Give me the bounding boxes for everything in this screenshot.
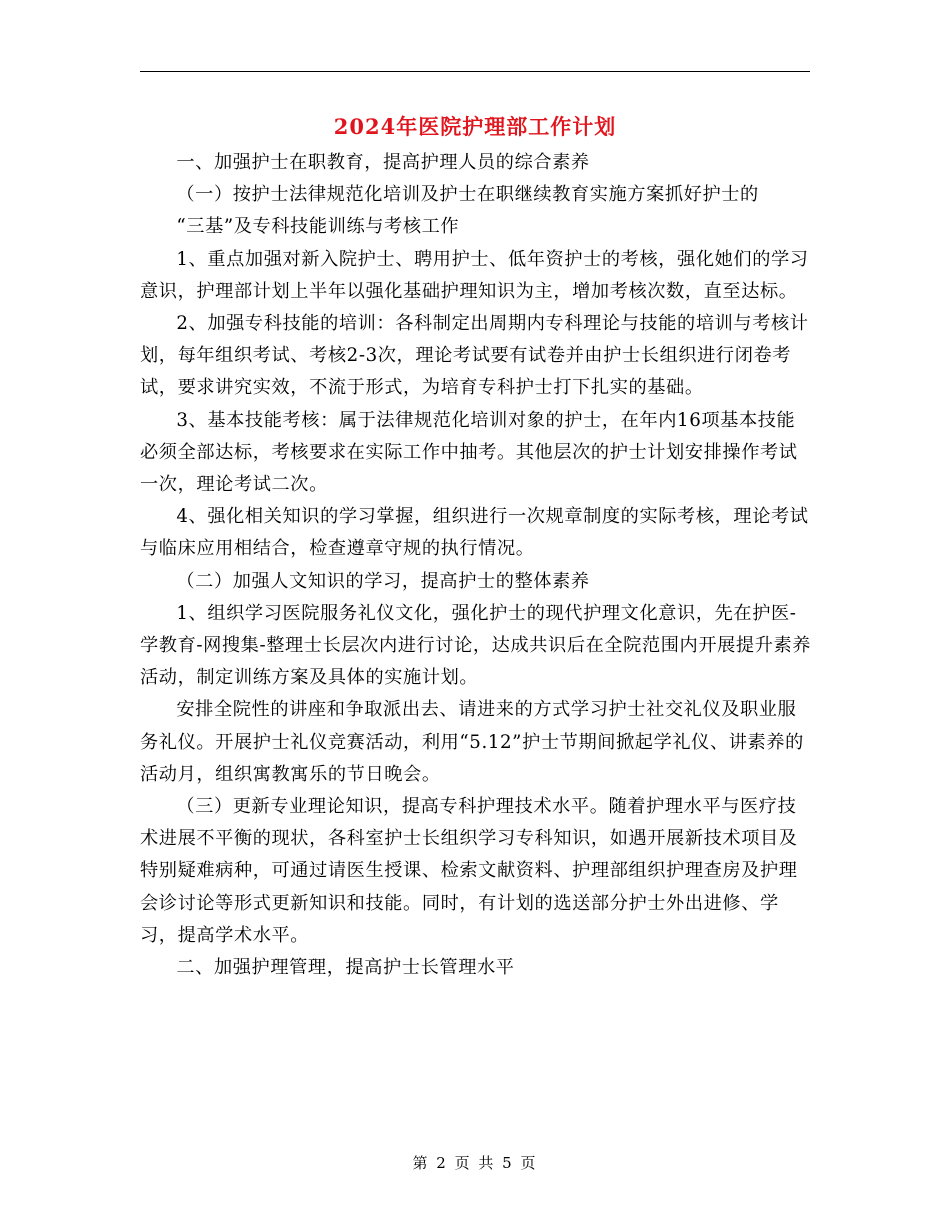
page-number-footer: 第 2 页 共 5 页 — [412, 1154, 538, 1172]
document-title: 2024年医院护理部工作计划 — [333, 114, 617, 139]
paragraph: 2、加强专科技能的培训：各科制定出周期内专科理论与技能的培训与考核计划，每年组织考试、考核2-3次，理论考试要有试卷并由护士长组织进行闭卷考试，要求讲究实效，不流于形式，为培育专科护士打下扎实的基础。 — [140, 313, 809, 399]
paragraph: 1、组织学习医院服务礼仪文化，强化护士的现代护理文化意识，先在护医-学教育-网搜集-整理士长层次内进行讨论，达成共识后在全院范围内开展提升素养活动，制定训练方案及具体的实施计划。 — [140, 602, 812, 689]
paragraph: “三基”及专科技能训练与考核工作 — [176, 216, 460, 238]
header-rule — [140, 71, 810, 72]
paragraph: （二）加强人文知识的学习，提高护士的整体素养 — [176, 570, 590, 592]
paragraph: 4、强化相关知识的学习掌握，组织进行一次规章制度的实际考核，理论考试与临床应用相结合，检查遵章守规的执行情况。 — [140, 506, 809, 560]
paragraph: 安排全院性的讲座和争取派出去、请进来的方式学习护士社交礼仪及职业服务礼仪。开展护士礼仪竞赛活动，利用“5.12”护士节期间掀起学礼仪、讲素养的活动月，组织寓教寓乐的节日晚会。 — [140, 699, 804, 785]
document-body — [140, 147, 812, 984]
paragraph: 一、加强护士在职教育，提高护理人员的综合素养 — [176, 152, 590, 173]
paragraph: （一）按护士法律规范化培训及护士在职继续教育实施方案抓好护士的 — [176, 184, 759, 206]
paragraph: 3、基本技能考核：属于法律规范化培训对象的护士，在年内16项基本技能必须全部达标，考核要求在实际工作中抽考。其他层次的护士计划安排操作考试一次，理论考试二次。 — [140, 409, 798, 496]
paragraph: （三）更新专业理论知识，提高专科护理技术水平。随着护理水平与医疗技术进展不平衡的现状，各科室护士长组织学习专科知识，如遇开展新技术项目及特别疑难病种，可通过请医生授课、检索文献资料、护理部组织护理查房及护理会诊讨论等形式更新知识和技能。同时，有计划的选送部分护士外出进修、学习，提高学术水平。 — [140, 796, 798, 946]
paragraph: 二、加强护理管理，提高护士长管理水平 — [176, 957, 515, 979]
paragraph: 1、重点加强对新入院护士、聘用护士、低年资护士的考核，强化她们的学习意识，护理部计划上半年以强化基础护理知识为主，增加考核次数，直至达标。 — [140, 248, 809, 302]
